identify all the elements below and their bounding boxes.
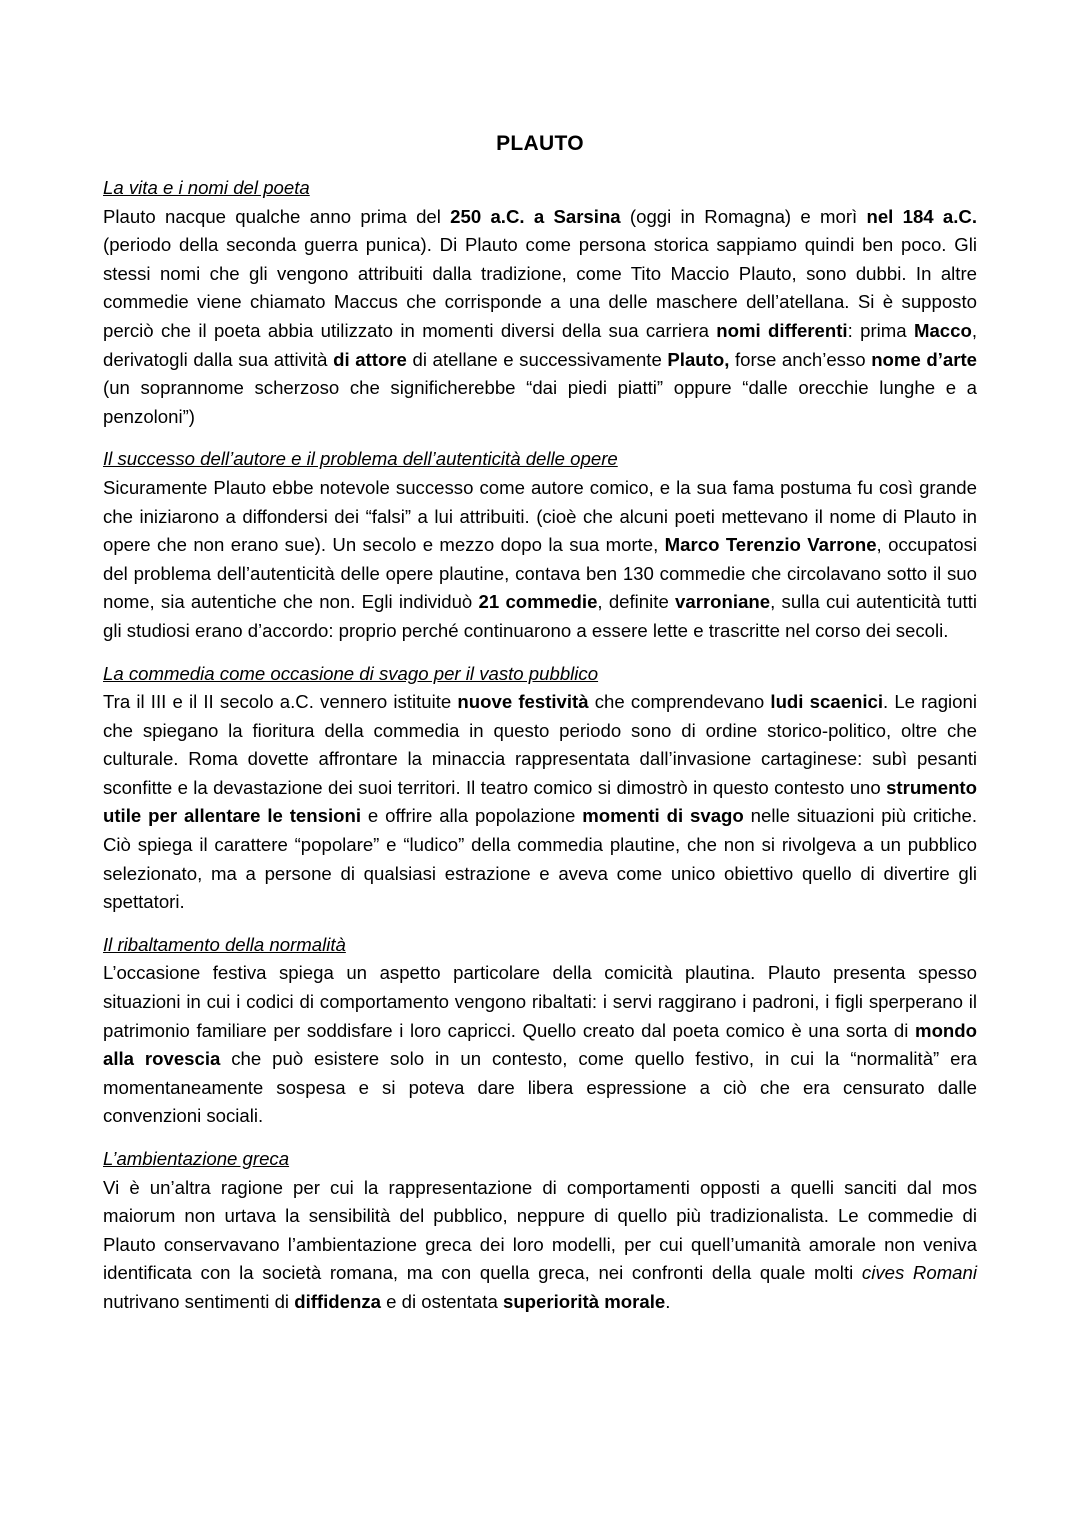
text-run: . Le ragioni che spiegano la fioritura della commedia in questo periodo sono di ordine storico-politico, oltre che culturale. Roma dovette affrontare la minaccia rappresentata dall’invasione cartaginese: subì pesanti sconfitte e la devastazione dei suoi territori. Il teatro comico si dimostrò in questo contesto uno <box>103 691 978 798</box>
section <box>103 660 977 917</box>
text-run: (periodo della seconda guerra punica). Di Plauto come persona storica sappiamo quindi ben poco. Gli stessi nomi che gli vengono attribuiti dalla tradizione, come Tito Maccio Plauto, sono dubbi. In altre commedie viene chiamato Maccus che corrisponde a una delle maschere dell’atellana. Si è supposto perciò che il poeta abbia utilizzato in momenti diversi della sua carriera <box>103 234 977 341</box>
bold-text: mondo alla rovescia <box>103 1019 977 1070</box>
sections-container <box>103 174 977 1317</box>
text-run: di atellane e successivamente <box>406 348 668 370</box>
bold-text: momenti di svago <box>582 805 744 827</box>
section <box>103 445 977 645</box>
text-run: Sicuramente Plauto ebbe notevole successo come autore comico, e la sua fama postuma fu così grande che iniziarono a diffondersi dei “falsi” a lui attribuiti. (cioè che alcuni poeti mettevano il nome di Plauto in opere che non erano sue). Un secolo e mezzo dopo la sua morte, <box>103 476 977 556</box>
section-paragraph <box>103 1174 977 1317</box>
text-run: Plauto nacque qualche anno prima del <box>103 205 451 227</box>
bold-text: nel 184 a.C. <box>866 205 978 227</box>
section-heading: Il ribaltamento della normalità <box>103 933 346 955</box>
bold-text: 250 a.C. a Sarsina <box>450 205 621 227</box>
bold-text: varroniane <box>675 591 771 613</box>
section <box>103 174 977 431</box>
bold-text: diffidenza <box>294 1290 381 1312</box>
section-heading: La commedia come occasione di svago per il vasto pubblico <box>103 662 599 684</box>
section <box>103 1145 977 1317</box>
section-paragraph <box>103 688 977 917</box>
text-run: forse anch’esso <box>729 348 872 370</box>
text-run: e offrire alla popolazione <box>361 805 583 827</box>
text-run: e di ostentata <box>381 1290 503 1312</box>
bold-text: ludi scaenici <box>770 691 884 713</box>
text-run: . <box>665 1290 671 1312</box>
bold-text: nuove festività <box>457 691 589 713</box>
text-run: , sulla cui autenticità tutti gli studiosi erano d’accordo: proprio perché continuarono a essere lette e trascritte nel corso dei secoli. <box>103 591 977 641</box>
text-run: nutrivano sentimenti di <box>103 1290 295 1312</box>
bold-text: superiorità morale <box>502 1290 666 1312</box>
document-page <box>103 128 977 1331</box>
bold-text: Marco Terenzio Varrone <box>664 534 877 556</box>
bold-text: Plauto, <box>667 348 730 370</box>
bold-text: strumento utile per allentare le tensioni <box>103 776 977 827</box>
section-paragraph <box>103 959 977 1131</box>
section <box>103 931 977 1131</box>
text-run: che comprendevano <box>588 691 771 713</box>
text-run: che può esistere solo in un contesto, come quello festivo, in cui la “normalità” era momentaneamente sospesa e si poteva dare libera espressione a ciò che era censurato dalle convenzioni sociali. <box>103 1048 977 1127</box>
bold-text: di attore <box>333 348 407 370</box>
text-run: Vi è un’altra ragione per cui la rappresentazione di comportamenti opposti a quelli sanciti dal mos maiorum non urtava la sensibilità del pubblico, neppure di quello più tradizionalista. Le commedie di Plauto conservavano l’ambientazione greca dei loro modelli, per cui quell’umanità amorale non veniva identificata con la società romana, ma con quella greca, nei confronti della quale molti <box>103 1176 977 1284</box>
text-run: , derivatogli dalla sua attività <box>103 319 978 370</box>
section-heading: L’ambientazione greca <box>103 1148 290 1169</box>
italic-text: cives Romani <box>861 1262 977 1284</box>
bold-text: nomi differenti <box>716 319 848 341</box>
text-run: (oggi in Romagna) e morì <box>620 205 867 227</box>
text-run: , definite <box>597 591 676 613</box>
bold-text: nome d’arte <box>871 348 978 370</box>
section-paragraph <box>103 474 977 646</box>
section-heading: La vita e i nomi del poeta <box>103 177 310 198</box>
text-run: Tra il III e il II secolo a.C. vennero istituite <box>103 691 458 713</box>
text-run: (un soprannome scherzoso che significherebbe “dai piedi piatti” oppure “dalle orecchie lunghe e a penzoloni”) <box>103 377 977 427</box>
text-run: : prima <box>847 319 914 341</box>
section-paragraph <box>103 203 977 432</box>
page-title: PLAUTO <box>496 132 584 155</box>
text-run: nelle situazioni più critiche. Ciò spiega il carattere “popolare” e “ludico” della commedia plautine, che non si rivolgeva a un pubblico selezionato, ma a persone di qualsiasi estrazione e aveva come unico obiettivo quello di divertire gli spettatori. <box>103 805 978 913</box>
bold-text: Macco <box>913 319 972 341</box>
text-run: , occupatosi del problema dell’autenticità delle opere plautine, contava ben 130 commedie che circolavano sotto il suo nome, sia autentiche che non. Egli individuò <box>103 534 977 613</box>
text-run: L’occasione festiva spiega un aspetto particolare della comicità plautina. Plauto presenta spesso situazioni in cui i codici di comportamento vengono ribaltati: i servi raggirano i padroni, i figli sperperano il patrimonio familiare per soddisfare i loro capricci. Quello creato dal poeta comico è una sorta di <box>103 962 977 1041</box>
section-heading: Il successo dell’autore e il problema dell’autenticità delle opere <box>103 448 618 470</box>
bold-text: 21 commedie <box>478 591 598 613</box>
